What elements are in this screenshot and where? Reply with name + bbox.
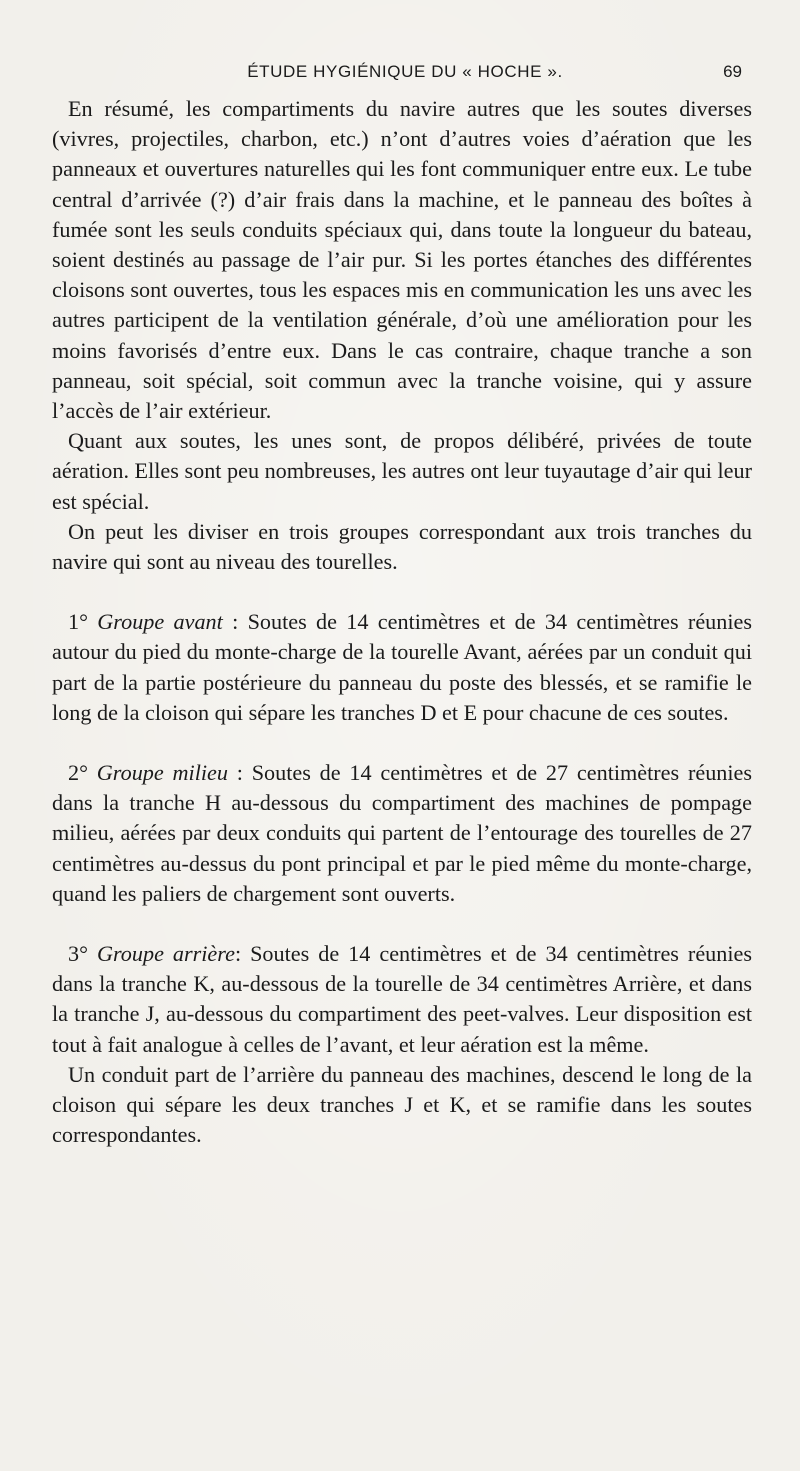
group-text: : Soutes de 14 centimètres et de 34 centimètres réunies autour du pied du monte-charge de la tourelle Avant, aérées par un conduit qui part de la partie postérieure du panneau du poste des blessés, et se ramifie le long de la cloison qui sépare les tranches D et E pour chacune de ces soutes. bbox=[52, 609, 752, 725]
paragraph-groupes: On peut les diviser en trois groupes correspondant aux trois tranches du navire qui sont au niveau des tourelles. bbox=[52, 518, 752, 575]
body-text bbox=[52, 94, 752, 1151]
group-number: 3° bbox=[68, 941, 88, 967]
group-text: : Soutes de 14 centimètres et de 27 centimètres réunies dans la tranche H au-dessous du compartiment des machines de pompage milieu, aérées par deux conduits qui partent de l’entourage des tourelles de 27 centimètres au-dessus du pont principal et par le pied même du monte-charge, quand les paliers de chargement sont ouverts. bbox=[52, 760, 753, 906]
page-number: 69 bbox=[723, 62, 742, 81]
group-text: : Soutes de 14 centimètres et de 34 centimètres réunies dans la tranche K, au-dessous de la tourelle de 34 centimètres Arrière, et dans la tranche J, au-dessous du compartiment des peet-valves. Leur disposition est tout à fait analogue à celles de l’avant, et leur aération est la même. bbox=[52, 941, 752, 1057]
group-title: Groupe avant bbox=[97, 609, 223, 635]
paragraph-groupe-arriere bbox=[52, 939, 752, 1060]
running-title: ÉTUDE HYGIÉNIQUE DU « HOCHE ». bbox=[247, 62, 563, 81]
group-number: 1° bbox=[68, 609, 88, 635]
group-title: Groupe milieu bbox=[96, 760, 228, 786]
paragraph-summary: En résumé, les compartiments du navire autres que les soutes diverses (vivres, projectiles, charbon, etc.) n’ont d’autres voies d’aération que les panneaux et ouvertures naturelles qui les font communiquer entre eux. Le tube central d’arrivée (?) d’air frais dans la machine, et le panneau des boîtes à fumée sont les seuls conduits spéciaux qui, dans toute la longueur du bateau, soient destinés au passage de l’air pur. Si les portes étanches des différentes cloisons sont ouvertes, tous les espaces mis en communication les uns avec les autres participent de la ventilation générale, d’où une amélioration pour les moins favorisés d’entre eux. Dans le cas contraire, chaque tranche a son panneau, soit spécial, soit commun avec la tranche voisine, qui y assure l’accès de l’air extérieur. bbox=[52, 96, 752, 424]
group-title: Groupe arrière bbox=[96, 941, 235, 967]
page-header bbox=[60, 58, 750, 88]
paragraph-groupe-milieu bbox=[52, 758, 752, 909]
paragraph-groupe-avant bbox=[52, 607, 752, 728]
paragraph-conduit: Un conduit part de l’arrière du panneau des machines, descend le long de la cloison qui sépare les deux tranches J et K, et se ramifie dans les soutes correspondantes. bbox=[52, 1061, 752, 1148]
group-number: 2° bbox=[68, 760, 88, 786]
paragraph-soutes: Quant aux soutes, les unes sont, de propos délibéré, privées de toute aération. Elles sont peu nombreuses, les autres ont leur tuyautage d’air qui leur est spécial. bbox=[52, 428, 752, 514]
